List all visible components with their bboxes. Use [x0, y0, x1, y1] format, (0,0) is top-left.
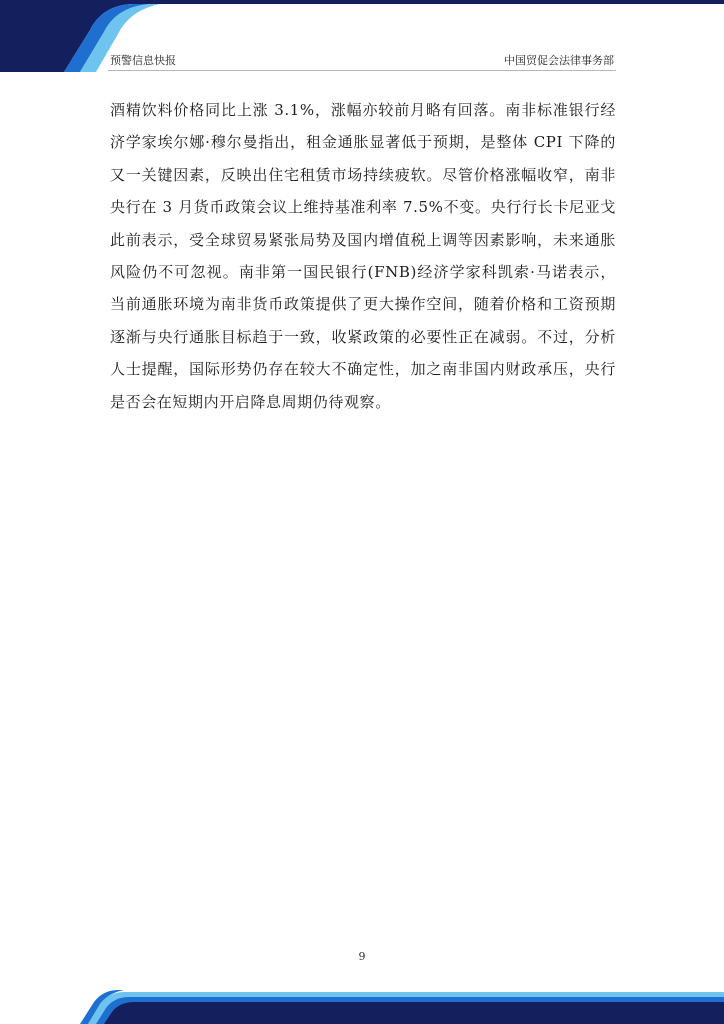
page-number: 9	[358, 950, 366, 963]
header-divider	[108, 70, 616, 71]
header-publication-title: 预警信息快报	[110, 54, 176, 67]
header-department-name: 中国贸促会法律事务部	[504, 54, 614, 67]
body-paragraph: 酒精饮料价格同比上涨 3.1%，涨幅亦较前月略有回落。南非标准银行经济学家埃尔娜·穆尔曼指出，租金通胀显著低于预期，是整体 CPI 下降的又一关键因素，反映出住宅租赁市场持续疲软。尽管价格涨幅收窄，南非央行在 3 月货币政策会议上维持基准利率 7.5%不变。央行行长卡尼亚戈此前表示，受全球贸易紧张局势及国内增值税上调等因素影响，未来通胀风险仍不可忽视。南非第一国民银行(FNB)经济学家科凯索·马诺表示，当前通胀环境为南非货币政策提供了更大操作空间，随着价格和工资预期逐渐与央行通胀目标趋于一致，收紧政策的必要性正在减弱。不过，分析人士提醒，国际形势仍存在较大不确定性，加之南非国内财政承压，央行是否会在短期内开启降息周期仍待观察。	[110, 101, 616, 411]
header-banner-graphic	[0, 0, 724, 72]
footer-banner-graphic	[0, 990, 724, 1024]
